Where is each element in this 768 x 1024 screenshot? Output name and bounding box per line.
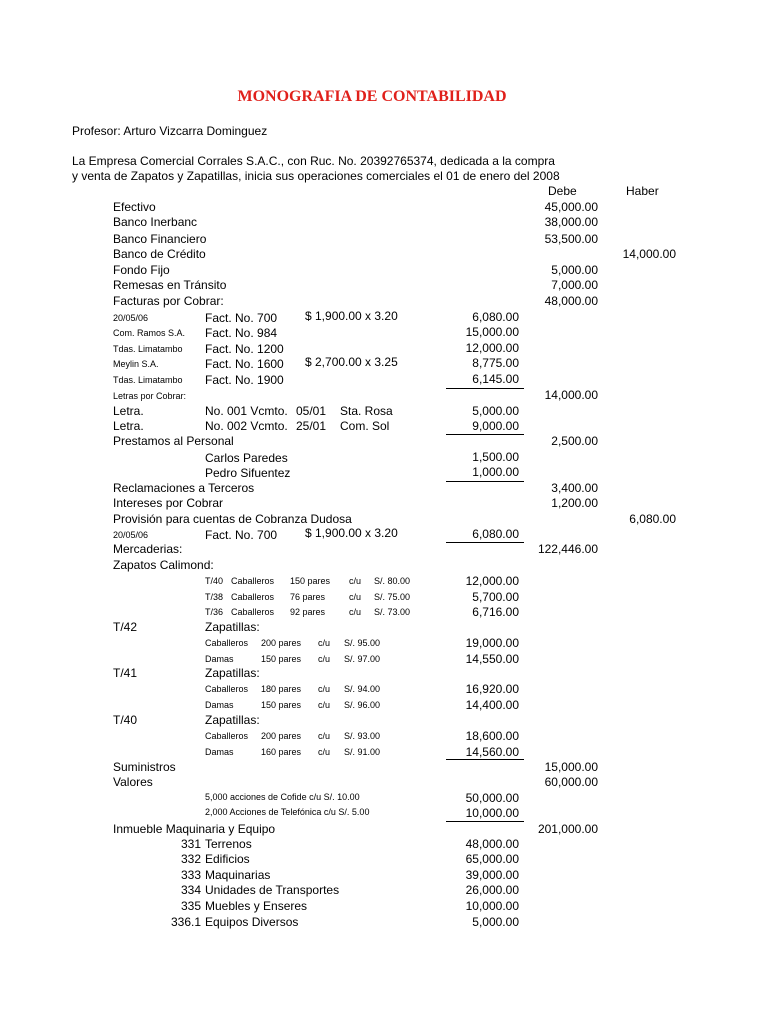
zapato-tipo: Caballeros	[231, 592, 275, 602]
factura-amount: 15,000.00	[465, 325, 519, 339]
zapatilla-tipo: Damas	[205, 747, 234, 757]
factura-amount: 8,775.00	[472, 356, 519, 370]
account-debe-intereses: 1,200.00	[551, 496, 598, 510]
inmueble-label: Unidades de Transportes	[205, 883, 340, 897]
zapatilla-precio: S/. 95.00	[344, 638, 381, 648]
zapatilla-precio: S/. 93.00	[344, 731, 381, 741]
personal-name: Pedro Sifuentez	[205, 466, 291, 480]
letra-label: Letra.	[113, 404, 144, 418]
profesor-line: Profesor: Arturo Vizcarra Dominguez	[72, 124, 268, 138]
zapatilla-talla: T/41	[113, 666, 138, 680]
account-label-remesas: Remesas en Tránsito	[113, 278, 227, 292]
zapatilla-pares: 200 pares	[261, 731, 302, 741]
account-label-valores: Valores	[113, 775, 153, 789]
zapatilla-amount: 16,920.00	[465, 682, 519, 696]
zapatilla-amount: 14,550.00	[465, 652, 519, 666]
account-debe-inerbanc: 38,000.00	[544, 215, 598, 229]
personal-amount: 1,000.00	[472, 465, 519, 479]
zapatilla-cu: c/u	[318, 638, 331, 648]
account-debe-prestamos: 2,500.00	[551, 434, 598, 448]
provision-fact: Fact. No. 700	[205, 528, 278, 542]
factura-number: Fact. No. 1900	[205, 373, 284, 387]
account-label-zapatos: Zapatos Calimond:	[113, 558, 214, 572]
account-label-inmueble: Inmueble Maquinaria y Equipo	[113, 822, 276, 836]
letra-vencimiento: 25/01	[296, 419, 327, 433]
account-debe-mercaderias: 122,446.00	[537, 542, 598, 556]
zapato-precio: S/. 75.00	[374, 592, 411, 602]
zapato-tipo: Caballeros	[231, 607, 275, 617]
account-label-letras: Letras por Cobrar:	[113, 391, 187, 401]
inmueble-amount: 10,000.00	[465, 899, 519, 913]
account-label-provision: Provisión para cuentas de Cobranza Dudosa	[113, 512, 352, 526]
account-debe-fondo: 5,000.00	[551, 263, 598, 277]
factura-calc: $ 2,700.00 x 3.25	[305, 355, 398, 369]
zapato-cu: c/u	[349, 592, 362, 602]
zapato-tipo: Caballeros	[231, 576, 275, 586]
inmueble-amount: 65,000.00	[465, 852, 519, 866]
factura-client: 20/05/06	[113, 313, 149, 323]
zapato-cu: c/u	[349, 576, 362, 586]
zapatilla-tipo: Caballeros	[205, 638, 249, 648]
account-debe-facturas: 48,000.00	[544, 294, 598, 308]
zapato-pares: 150 pares	[290, 576, 331, 586]
account-label-facturas: Facturas por Cobrar:	[113, 294, 224, 308]
inmueble-amount: 39,000.00	[465, 868, 519, 882]
factura-client: Tdas. Limatambo	[113, 375, 183, 385]
factura-number: Fact. No. 700	[205, 311, 278, 325]
zapatilla-cu: c/u	[318, 654, 331, 664]
account-debe-remesas: 7,000.00	[551, 278, 598, 292]
zapatilla-tipo: Damas	[205, 700, 234, 710]
inmueble-code: 333	[180, 868, 201, 882]
zapatilla-tipo: Damas	[205, 654, 234, 664]
zapatilla-pares: 150 pares	[261, 700, 302, 710]
account-label-efectivo: Efectivo	[113, 200, 156, 214]
zapatilla-amount: 14,400.00	[465, 698, 519, 712]
factura-client: Meylin S.A.	[113, 359, 159, 369]
zapatilla-tipo: Caballeros	[205, 684, 249, 694]
letra-amount: 5,000.00	[472, 404, 519, 418]
zapatilla-pares: 200 pares	[261, 638, 302, 648]
inmueble-label: Terrenos	[205, 837, 252, 851]
letra-name: Com. Sol	[340, 419, 390, 433]
zapato-pares: 92 pares	[290, 607, 326, 617]
account-debe-reclamaciones: 3,400.00	[551, 481, 598, 495]
zapatilla-amount: 18,600.00	[465, 729, 519, 743]
valor-amount: 50,000.00	[465, 791, 519, 805]
factura-number: Fact. No. 1200	[205, 342, 284, 356]
provision-client: 20/05/06	[113, 530, 149, 540]
inmueble-code: 336.1	[170, 915, 201, 929]
account-debe-inmueble: 201,000.00	[537, 822, 598, 836]
zapatilla-tipo: Caballeros	[205, 731, 249, 741]
page-title: MONOGRAFIA DE CONTABILIDAD	[237, 88, 507, 105]
factura-amount: 6,080.00	[472, 310, 519, 324]
zapatillas-label: Zapatillas:	[205, 620, 260, 634]
zapatilla-precio: S/. 97.00	[344, 654, 381, 664]
inmueble-label: Muebles y Enseres	[205, 899, 308, 913]
account-label-financiero: Banco Financiero	[113, 232, 207, 246]
letra-number: No. 002 Vcmto.	[205, 419, 288, 433]
personal-amount: 1,500.00	[472, 450, 519, 464]
valor-amount: 10,000.00	[465, 806, 519, 820]
account-label-mercaderias: Mercaderias:	[113, 542, 183, 556]
letra-name: Sta. Rosa	[340, 404, 393, 418]
zapatilla-cu: c/u	[318, 700, 331, 710]
debe-header: Debe	[548, 184, 577, 198]
inmueble-amount: 48,000.00	[465, 837, 519, 851]
factura-number: Fact. No. 984	[205, 326, 278, 340]
zapato-precio: S/. 73.00	[374, 607, 411, 617]
account-debe-letras: 14,000.00	[544, 388, 598, 402]
intro-line-1: La Empresa Comercial Corrales S.A.C., con Ruc. No. 20392765374, dedicada a la compra	[72, 154, 555, 168]
account-haber-credito: 14,000.00	[622, 247, 676, 261]
inmueble-amount: 5,000.00	[472, 915, 519, 929]
zapato-talla: T/38	[205, 592, 224, 602]
zapatilla-cu: c/u	[318, 747, 331, 757]
account-label-credito: Banco de Crédito	[113, 247, 206, 261]
provision-calc: $ 1,900.00 x 3.20	[305, 526, 398, 540]
zapatillas-label: Zapatillas:	[205, 666, 260, 680]
factura-calc: $ 1,900.00 x 3.20	[305, 309, 398, 323]
zapato-pares: 76 pares	[290, 592, 326, 602]
zapatilla-talla: T/40	[113, 713, 138, 727]
account-label-suministros: Suministros	[113, 760, 176, 774]
zapato-amount: 5,700.00	[472, 590, 519, 604]
letra-amount: 9,000.00	[472, 419, 519, 433]
inmueble-code: 332	[180, 852, 201, 866]
personal-name: Carlos Paredes	[205, 451, 288, 465]
zapatilla-precio: S/. 96.00	[344, 700, 381, 710]
zapatilla-pares: 180 pares	[261, 684, 302, 694]
valor-label: 5,000 acciones de Cofide c/u S/. 10.00	[205, 792, 360, 802]
zapatilla-cu: c/u	[318, 731, 331, 741]
zapatilla-cu: c/u	[318, 684, 331, 694]
intro-line-2: y venta de Zapatos y Zapatillas, inicia sus operaciones comerciales el 01 de enero del 2008	[72, 169, 560, 183]
inmueble-amount: 26,000.00	[465, 883, 519, 897]
account-debe-financiero: 53,500.00	[544, 232, 598, 246]
zapato-cu: c/u	[349, 607, 362, 617]
provision-amount: 6,080.00	[472, 527, 519, 541]
factura-amount: 12,000.00	[465, 341, 519, 355]
zapatilla-precio: S/. 91.00	[344, 747, 381, 757]
zapatilla-pares: 160 pares	[261, 747, 302, 757]
zapatillas-label: Zapatillas:	[205, 713, 260, 727]
zapato-amount: 6,716.00	[472, 605, 519, 619]
factura-client: Com. Ramos S.A.	[113, 328, 186, 338]
letra-vencimiento: 05/01	[296, 404, 327, 418]
zapato-talla: T/36	[205, 607, 224, 617]
zapato-precio: S/. 80.00	[374, 576, 411, 586]
account-debe-suministros: 15,000.00	[544, 760, 598, 774]
account-debe-valores: 60,000.00	[544, 775, 598, 789]
haber-header: Haber	[626, 184, 659, 198]
account-haber-provision: 6,080.00	[629, 512, 676, 526]
zapato-talla: T/40	[205, 576, 224, 586]
zapatilla-talla: T/42	[113, 620, 138, 634]
inmueble-label: Edificios	[205, 852, 250, 866]
letra-label: Letra.	[113, 419, 144, 433]
letra-number: No. 001 Vcmto.	[205, 404, 288, 418]
valor-label: 2,000 Acciones de Telefónica c/u S/. 5.00	[205, 807, 370, 817]
zapatilla-amount: 14,560.00	[465, 745, 519, 759]
inmueble-code: 335	[180, 899, 201, 913]
factura-client: Tdas. Limatambo	[113, 344, 183, 354]
zapato-amount: 12,000.00	[465, 574, 519, 588]
account-debe-efectivo: 45,000.00	[544, 200, 598, 214]
zapatilla-amount: 19,000.00	[465, 636, 519, 650]
account-label-fondo: Fondo Fijo	[113, 263, 170, 277]
zapatilla-precio: S/. 94.00	[344, 684, 381, 694]
inmueble-code: 334	[180, 883, 201, 897]
inmueble-label: Maquinarias	[205, 868, 271, 882]
factura-amount: 6,145.00	[472, 372, 519, 386]
zapatilla-pares: 150 pares	[261, 654, 302, 664]
inmueble-code: 331	[180, 837, 201, 851]
account-label-intereses: Intereses por Cobrar	[113, 496, 224, 510]
account-label-inerbanc: Banco Inerbanc	[113, 215, 198, 229]
factura-number: Fact. No. 1600	[205, 357, 284, 371]
account-label-reclamaciones: Reclamaciones a Terceros	[113, 481, 255, 495]
inmueble-label: Equipos Diversos	[205, 915, 299, 929]
account-label-prestamos: Prestamos al Personal	[113, 434, 234, 448]
